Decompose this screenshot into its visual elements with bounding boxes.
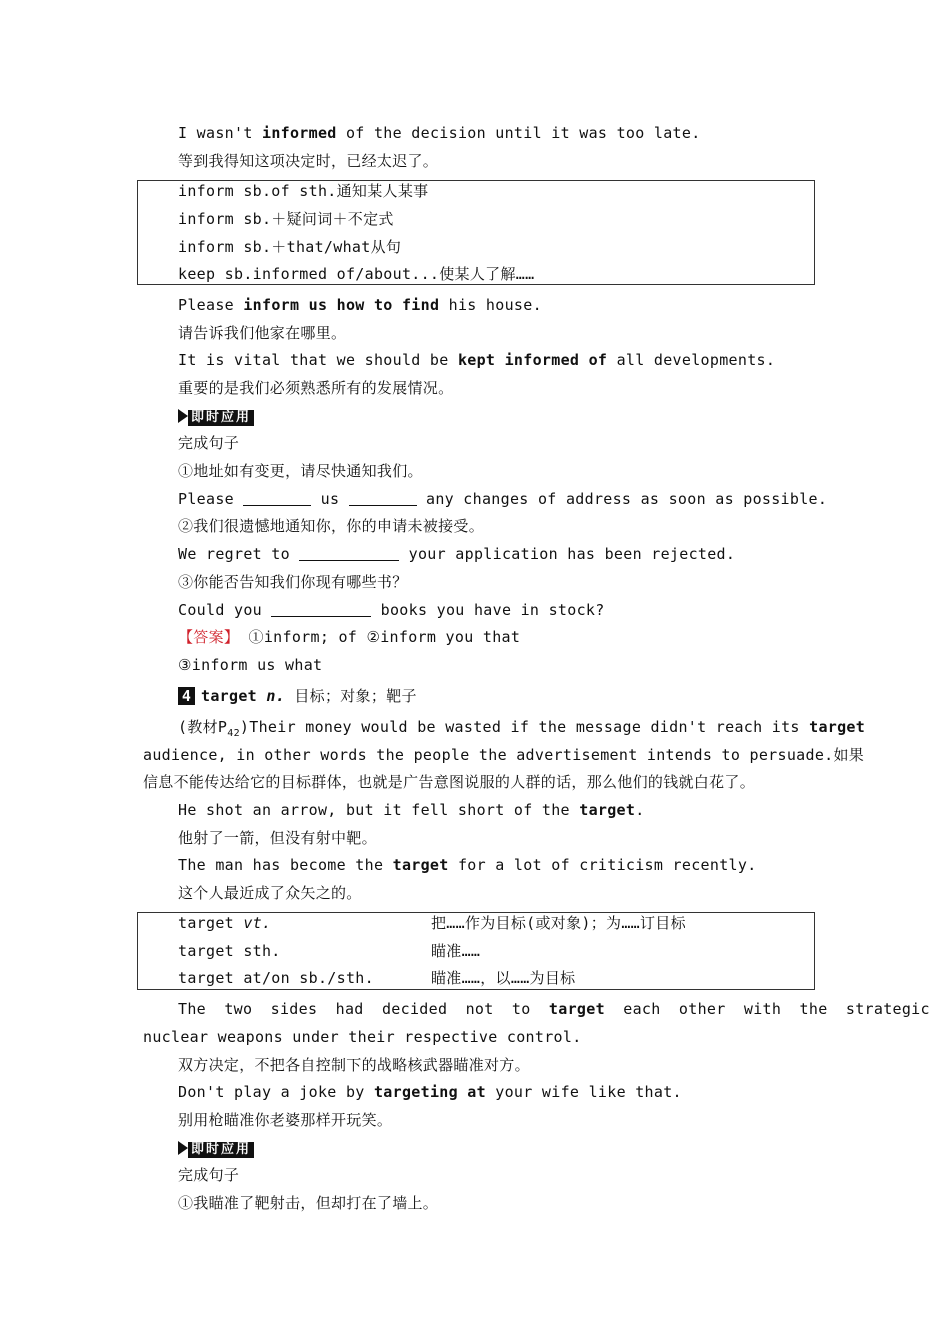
example-sentence: The man has become the target for a lot of criticism recently.	[178, 856, 757, 874]
answer-line: 【答案】 ①inform; of ②inform you that	[178, 628, 521, 646]
example-translation: 请告诉我们他家在哪里。	[178, 324, 347, 342]
example-sentence: Please inform us how to find his house.	[178, 296, 542, 314]
example-translation: 这个人最近成了众矢之的。	[178, 884, 362, 902]
example-sentence: I wasn't informed of the decision until it was too late.	[178, 124, 701, 142]
practice-title: 完成句子	[178, 1166, 240, 1184]
usage-item-left: target vt.	[178, 914, 272, 932]
answer-line: ③inform us what	[178, 656, 323, 674]
example-translation: 他射了一箭，但没有射中靶。	[178, 829, 377, 847]
source-translation: 信息不能传达给它的目标群体，也就是广告意图说服的人群的话，那么他们的钱就白花了。	[143, 773, 756, 791]
source-sentence: (教材$P_{42})Their$ money would be wasted if the message didn't reach its target	[178, 718, 866, 739]
answer-blank[interactable]	[299, 546, 399, 561]
answer-label: 【答案】	[178, 628, 240, 646]
example-translation: 重要的是我们必须熟悉所有的发展情况。	[178, 379, 454, 397]
question-en: Could you books you have in stock?	[178, 601, 605, 619]
question-cn: ③你能否告知我们你现有哪些书？	[178, 573, 408, 591]
usage-item: inform sb.of sth.通知某人某事	[178, 182, 429, 200]
usage-item: inform sb.＋疑问词＋不定式	[178, 210, 394, 228]
example-translation: 等到我得知这项决定时，已经太迟了。	[178, 152, 439, 170]
usage-item-right: 瞄准……，以……为目标	[431, 969, 576, 987]
usage-item-right: 把……作为目标(或对象)；为……订目标	[431, 914, 686, 932]
usage-item-right: 瞄准……	[431, 942, 481, 960]
answer-blank[interactable]	[271, 602, 371, 617]
source-sentence-cont: audience, in other words the people the advertisement intends to persuade.如果	[143, 746, 865, 764]
practice-tag: 即时应用	[178, 406, 254, 426]
example-sentence: It is vital that we should be kept informed of all developments.	[178, 351, 776, 369]
question-cn: ②我们很遗憾地通知你，你的申请未被接受。	[178, 517, 485, 535]
example-sentence: The two sides had decided not to target each other with the strategic	[178, 1000, 930, 1018]
entry-heading: 4 target n. 目标；对象；靶子	[178, 686, 417, 706]
example-sentence: He shot an arrow, but it fell short of the target.	[178, 801, 645, 819]
practice-tag: 即时应用	[178, 1138, 254, 1158]
entry-number: 4	[178, 687, 195, 705]
example-translation: 别用枪瞄准你老婆那样开玩笑。	[178, 1111, 393, 1129]
usage-item-left: target at/on sb./sth.	[178, 969, 374, 987]
answer-blank[interactable]	[349, 491, 417, 506]
answer-blank[interactable]	[243, 491, 311, 506]
example-sentence-cont: nuclear weapons under their respective control.	[143, 1028, 582, 1046]
example-sentence: Don't play a joke by targeting at your wife like that.	[178, 1083, 682, 1101]
example-translation: 双方决定，不把各自控制下的战略核武器瞄准对方。	[178, 1056, 530, 1074]
usage-item: inform sb.＋that/what从句	[178, 238, 402, 256]
question-cn: ①地址如有变更，请尽快通知我们。	[178, 462, 423, 480]
triangle-icon	[178, 1141, 188, 1155]
question-en: Please us any changes of address as soon as possible.	[178, 490, 828, 508]
usage-item: keep sb.informed of/about...使某人了解……	[178, 265, 535, 283]
triangle-icon	[178, 409, 188, 423]
question-cn: ①我瞄准了靶射击，但却打在了墙上。	[178, 1194, 439, 1212]
usage-item-left: target sth.	[178, 942, 281, 960]
practice-title: 完成句子	[178, 434, 240, 452]
question-en: We regret to your application has been rejected.	[178, 545, 736, 563]
